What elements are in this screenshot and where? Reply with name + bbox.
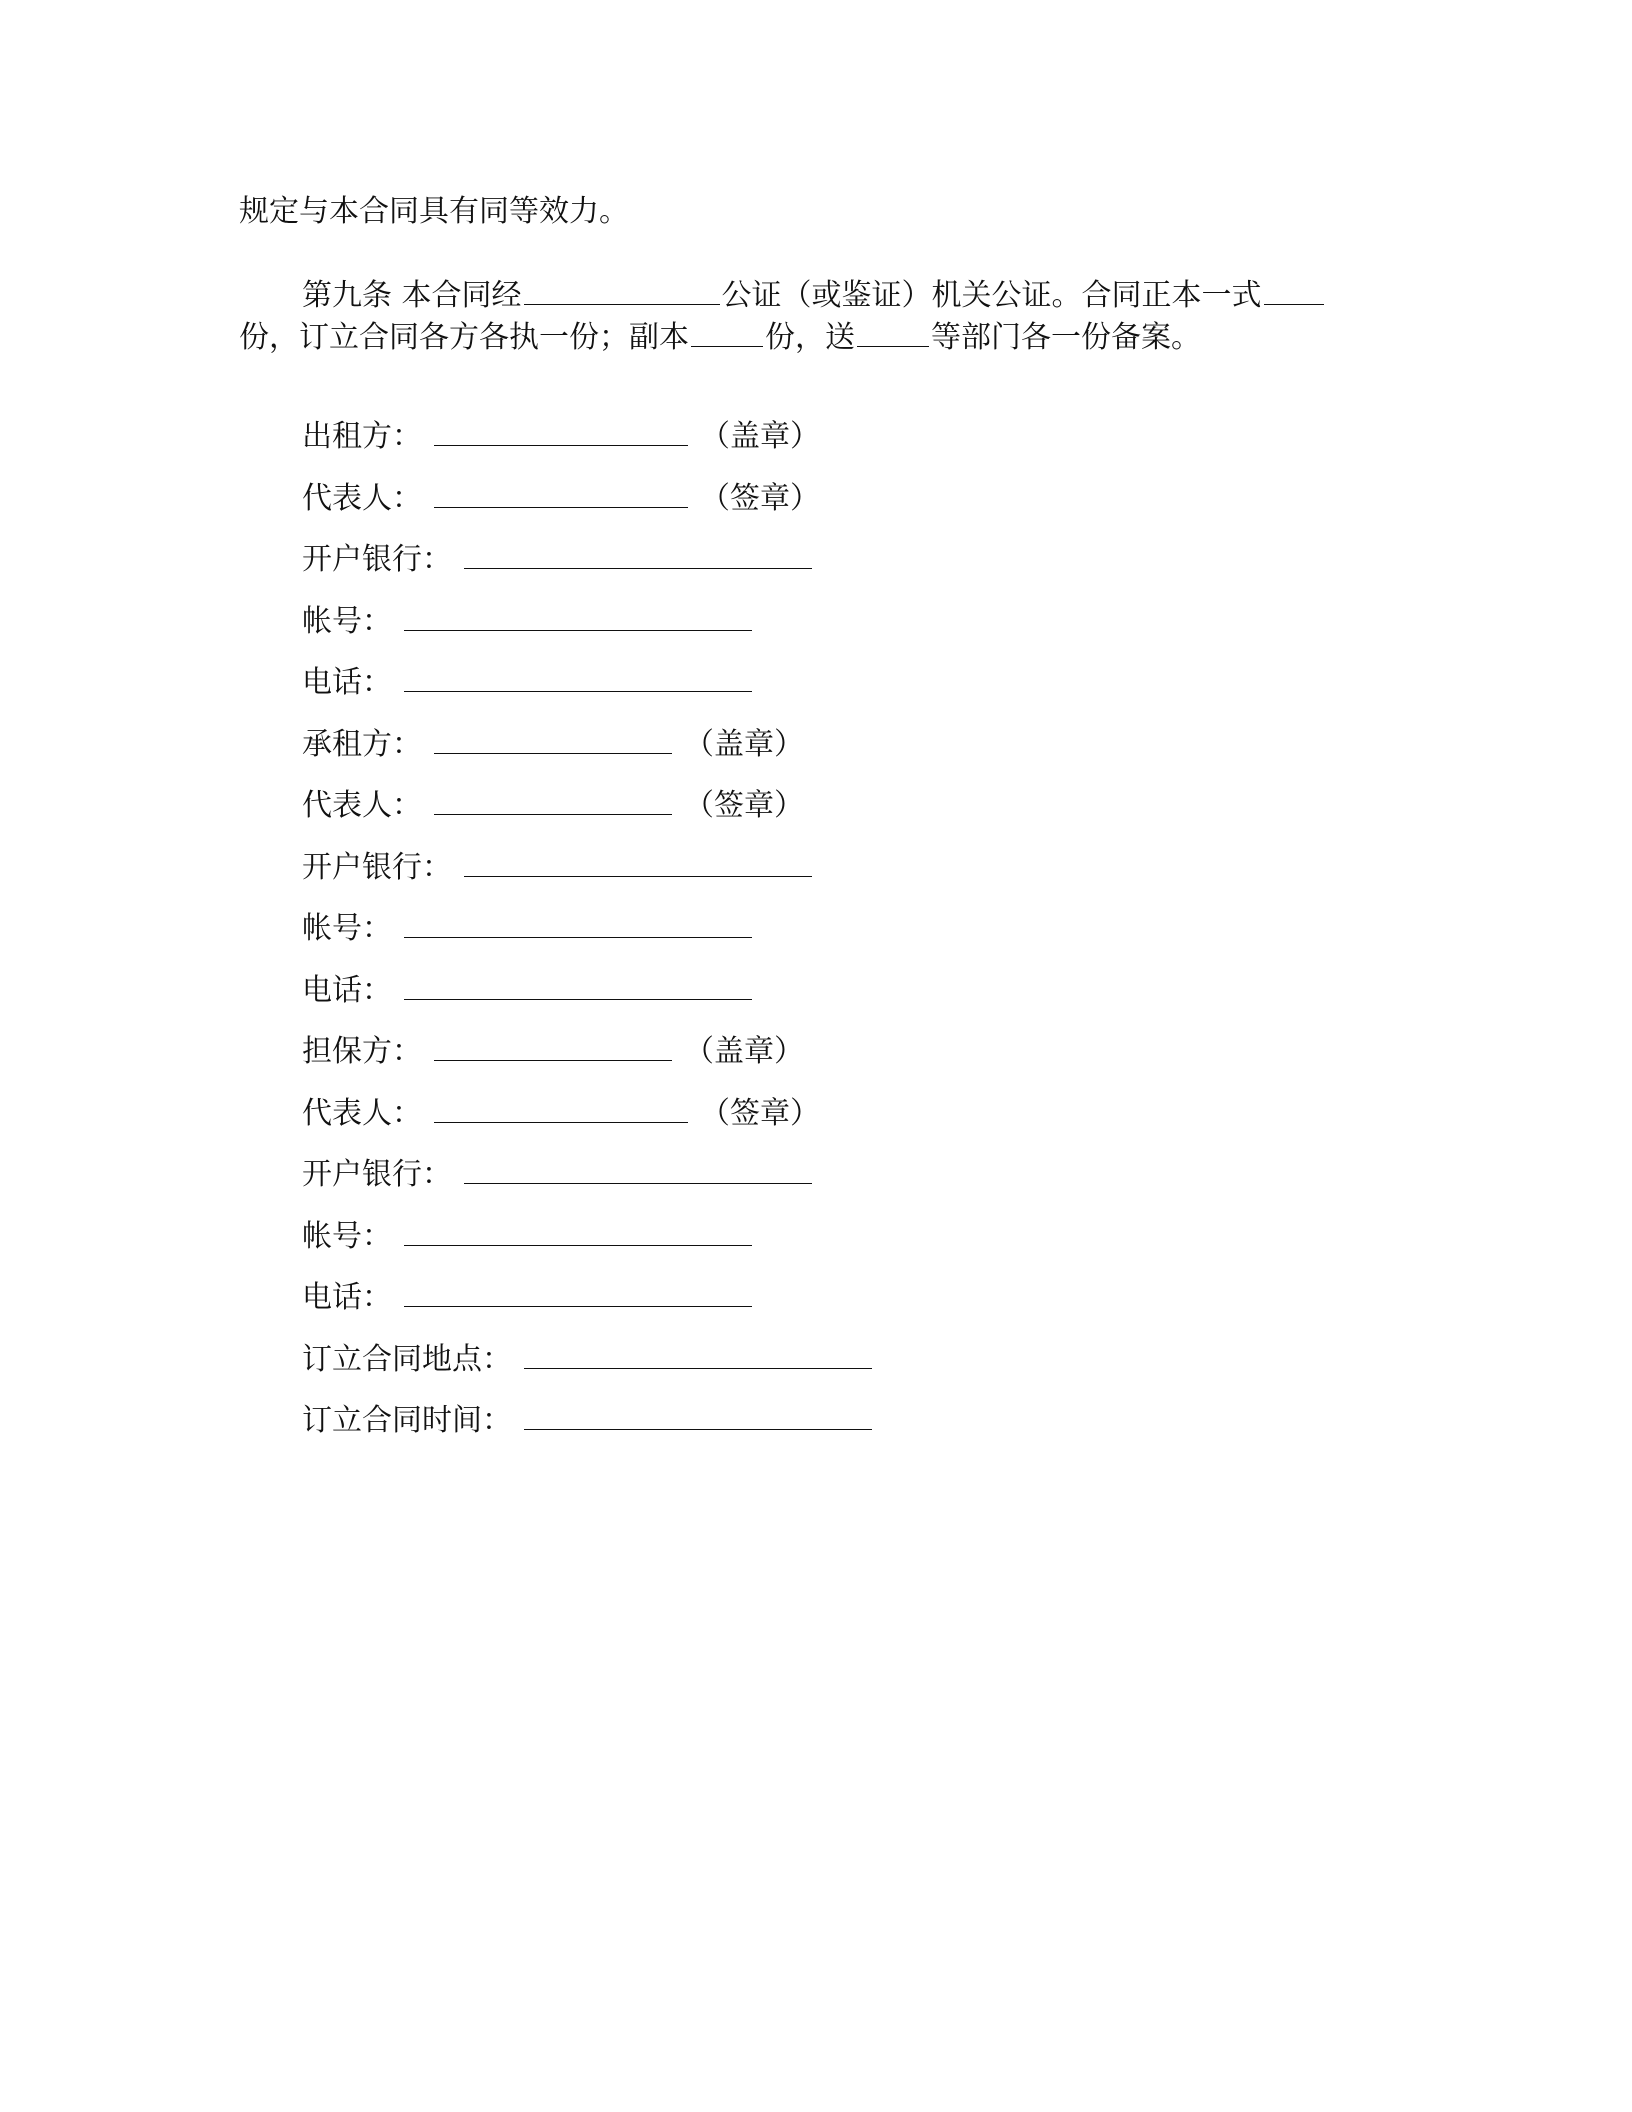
lessor-account-row bbox=[302, 600, 764, 642]
guarantor-seal: （盖章） bbox=[684, 1034, 804, 1069]
lessee-bank-field[interactable] bbox=[464, 846, 812, 877]
contract-time-label: 订立合同时间： bbox=[302, 1403, 512, 1438]
paragraph-end bbox=[239, 192, 629, 232]
lessee-account-field[interactable] bbox=[404, 907, 752, 938]
article-9-text-3: 份，订立合同各方各执一份；副本 bbox=[239, 320, 689, 355]
lessor-phone-label: 电话： bbox=[302, 665, 392, 700]
guarantor-rep-seal: （签章） bbox=[700, 1096, 820, 1131]
guarantor-account-field[interactable] bbox=[404, 1215, 752, 1246]
lessor-rep-row bbox=[302, 477, 820, 519]
lessor-rep-label: 代表人： bbox=[302, 481, 422, 516]
contract-place-row bbox=[302, 1338, 884, 1380]
lessor-bank-label: 开户银行： bbox=[302, 542, 452, 577]
lessee-field[interactable] bbox=[434, 723, 672, 754]
lessee-rep-seal: （签章） bbox=[684, 788, 804, 823]
lessee-rep-field[interactable] bbox=[434, 784, 672, 815]
guarantor-label: 担保方： bbox=[302, 1034, 422, 1069]
lessee-phone-row bbox=[302, 969, 764, 1011]
guarantor-phone-field[interactable] bbox=[404, 1276, 752, 1307]
lessee-rep-row bbox=[302, 784, 804, 826]
guarantor-field[interactable] bbox=[434, 1030, 672, 1061]
article-9-text-5: 等部门各一份备案。 bbox=[931, 320, 1201, 355]
lessee-phone-field[interactable] bbox=[404, 969, 752, 1000]
original-copies-field[interactable] bbox=[1264, 274, 1324, 305]
lessor-phone-field[interactable] bbox=[404, 661, 752, 692]
article-9-text-4: 份，送 bbox=[765, 320, 855, 355]
lessor-label: 出租方： bbox=[302, 419, 422, 454]
guarantor-rep-label: 代表人： bbox=[302, 1096, 422, 1131]
lessor-bank-field[interactable] bbox=[464, 538, 812, 569]
notary-authority-field[interactable] bbox=[524, 274, 720, 305]
lessee-bank-row bbox=[302, 846, 824, 888]
lessee-bank-label: 开户银行： bbox=[302, 850, 452, 885]
contract-time-field[interactable] bbox=[524, 1399, 872, 1430]
guarantor-rep-field[interactable] bbox=[434, 1092, 688, 1123]
paragraph-end-text: 规定与本合同具有同等效力。 bbox=[239, 194, 629, 229]
guarantor-account-row bbox=[302, 1215, 764, 1257]
lessee-account-row bbox=[302, 907, 764, 949]
lessee-row bbox=[302, 723, 804, 765]
lessee-label: 承租方： bbox=[302, 727, 422, 762]
guarantor-rep-row bbox=[302, 1092, 820, 1134]
lessor-seal: （盖章） bbox=[700, 419, 820, 454]
lessee-account-label: 帐号： bbox=[302, 911, 392, 946]
lessee-phone-label: 电话： bbox=[302, 973, 392, 1008]
lessee-rep-label: 代表人： bbox=[302, 788, 422, 823]
article-9-line-2 bbox=[239, 316, 1201, 358]
guarantor-row bbox=[302, 1030, 804, 1072]
lessor-field[interactable] bbox=[434, 415, 688, 446]
article-9-text-1: 第九条 本合同经 bbox=[302, 278, 522, 313]
contract-time-row bbox=[302, 1399, 884, 1441]
guarantor-phone-label: 电话： bbox=[302, 1280, 392, 1315]
article-9-line-1 bbox=[302, 274, 1326, 316]
lessor-bank-row bbox=[302, 538, 824, 580]
contract-place-field[interactable] bbox=[524, 1338, 872, 1369]
guarantor-account-label: 帐号： bbox=[302, 1219, 392, 1254]
article-9-text-2: 公证（或鉴证）机关公证。合同正本一式 bbox=[721, 278, 1262, 313]
lessor-account-label: 帐号： bbox=[302, 604, 392, 639]
contract-place-label: 订立合同地点： bbox=[302, 1342, 512, 1377]
lessor-phone-row bbox=[302, 661, 764, 703]
lessor-account-field[interactable] bbox=[404, 600, 752, 631]
guarantor-bank-row bbox=[302, 1153, 824, 1195]
guarantor-phone-row bbox=[302, 1276, 764, 1318]
guarantor-bank-field[interactable] bbox=[464, 1153, 812, 1184]
filing-department-field[interactable] bbox=[857, 316, 929, 347]
lessor-rep-seal: （签章） bbox=[700, 481, 820, 516]
duplicate-copies-field[interactable] bbox=[691, 316, 763, 347]
lessor-row bbox=[302, 415, 820, 457]
lessee-seal: （盖章） bbox=[684, 727, 804, 762]
lessor-rep-field[interactable] bbox=[434, 477, 688, 508]
guarantor-bank-label: 开户银行： bbox=[302, 1157, 452, 1192]
